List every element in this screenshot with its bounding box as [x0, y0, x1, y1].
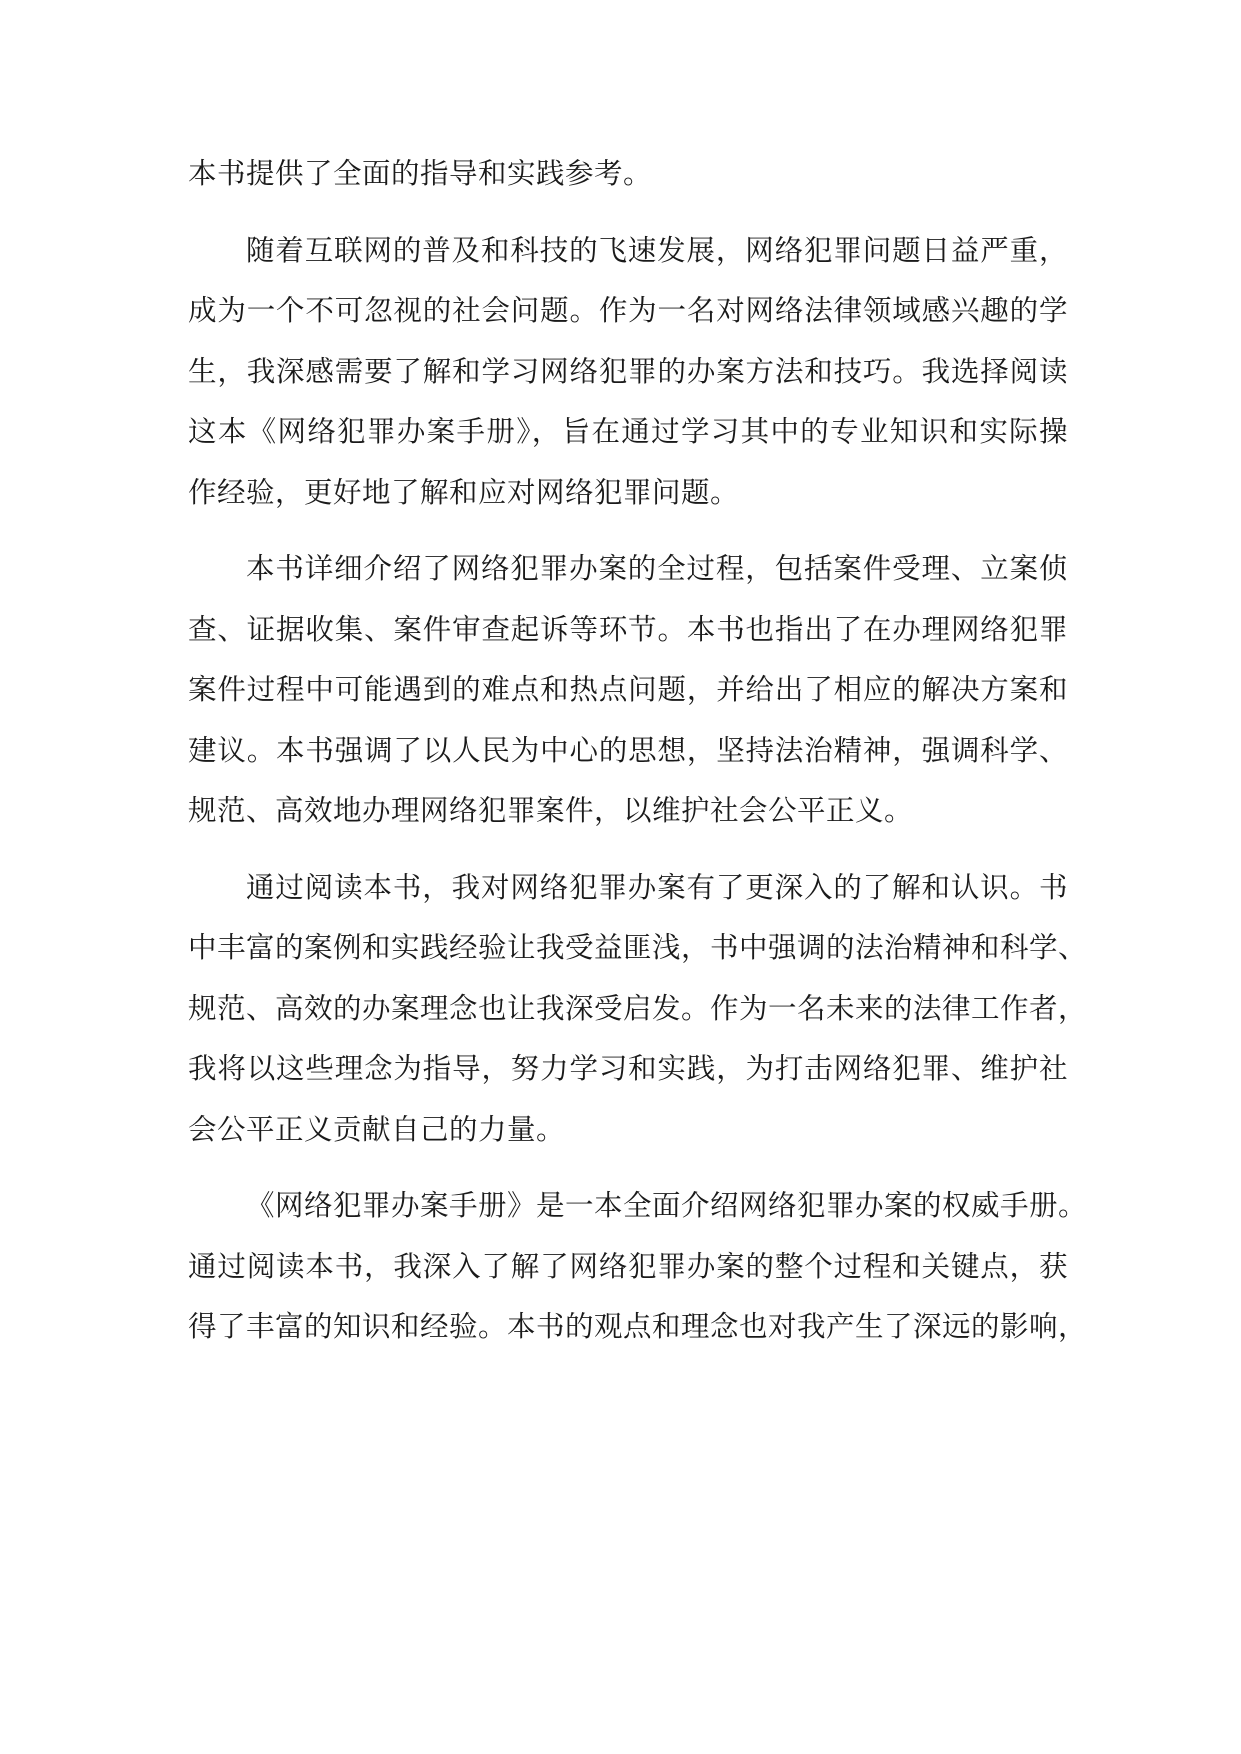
paragraph-line: 本书提供了全面的指导和实践参考。: [188, 157, 653, 190]
paragraph-line: 得了丰富的知识和经验。本书的观点和理念也对我产生了深远的影响，: [188, 1310, 1088, 1343]
paragraph-line: 这本《网络犯罪办案手册》，旨在通过学习其中的专业知识和实际操: [188, 415, 1068, 448]
paragraph-line: 通过阅读本书，我深入了解了网络犯罪办案的整个过程和关键点，获: [188, 1249, 1068, 1283]
paragraph-line: 通过阅读本书，我对网络犯罪办案有了更深入的了解和认识。书: [246, 870, 1068, 904]
paragraph-line: 规范、高效地办理网络犯罪案件，以维护社会公平正义。: [188, 794, 914, 827]
paragraph-line: 本书详细介绍了网络犯罪办案的全过程，包括案件受理、立案侦: [246, 552, 1068, 585]
paragraph-line: 规范、高效的办案理念也让我深受启发。作为一名未来的法律工作者，: [188, 991, 1088, 1025]
document-body: [188, 144, 1088, 1358]
paragraph-line: 我将以这些理念为指导，努力学习和实践，为打击网络犯罪、维护社: [188, 1052, 1068, 1085]
paragraph-line: 会公平正义贡献自己的力量。: [188, 1112, 566, 1146]
paragraph-line: 查、证据收集、案件审查起诉等环节。本书也指出了在办理网络犯罪: [188, 612, 1068, 646]
paragraph-line: 建议。本书强调了以人民为中心的思想，坚持法治精神，强调科学、: [188, 733, 1068, 767]
paragraph-line: 作经验，更好地了解和应对网络犯罪问题。: [188, 475, 740, 509]
paragraph-line: 成为一个不可忽视的社会问题。作为一名对网络法律领域感兴趣的学: [188, 294, 1068, 327]
paragraph-line: 中丰富的案例和实践经验让我受益匪浅，书中强调的法治精神和科学、: [188, 931, 1088, 964]
paragraph-line: 随着互联网的普及和科技的飞速发展，网络犯罪问题日益严重，: [246, 233, 1068, 267]
paragraph-line: 《网络犯罪办案手册》是一本全面介绍网络犯罪办案的权威手册。: [246, 1189, 1088, 1222]
paragraph-line: 案件过程中可能遇到的难点和热点问题，并给出了相应的解决方案和: [188, 673, 1068, 706]
paragraph-line: 生，我深感需要了解和学习网络犯罪的办案方法和技巧。我选择阅读: [188, 354, 1068, 388]
